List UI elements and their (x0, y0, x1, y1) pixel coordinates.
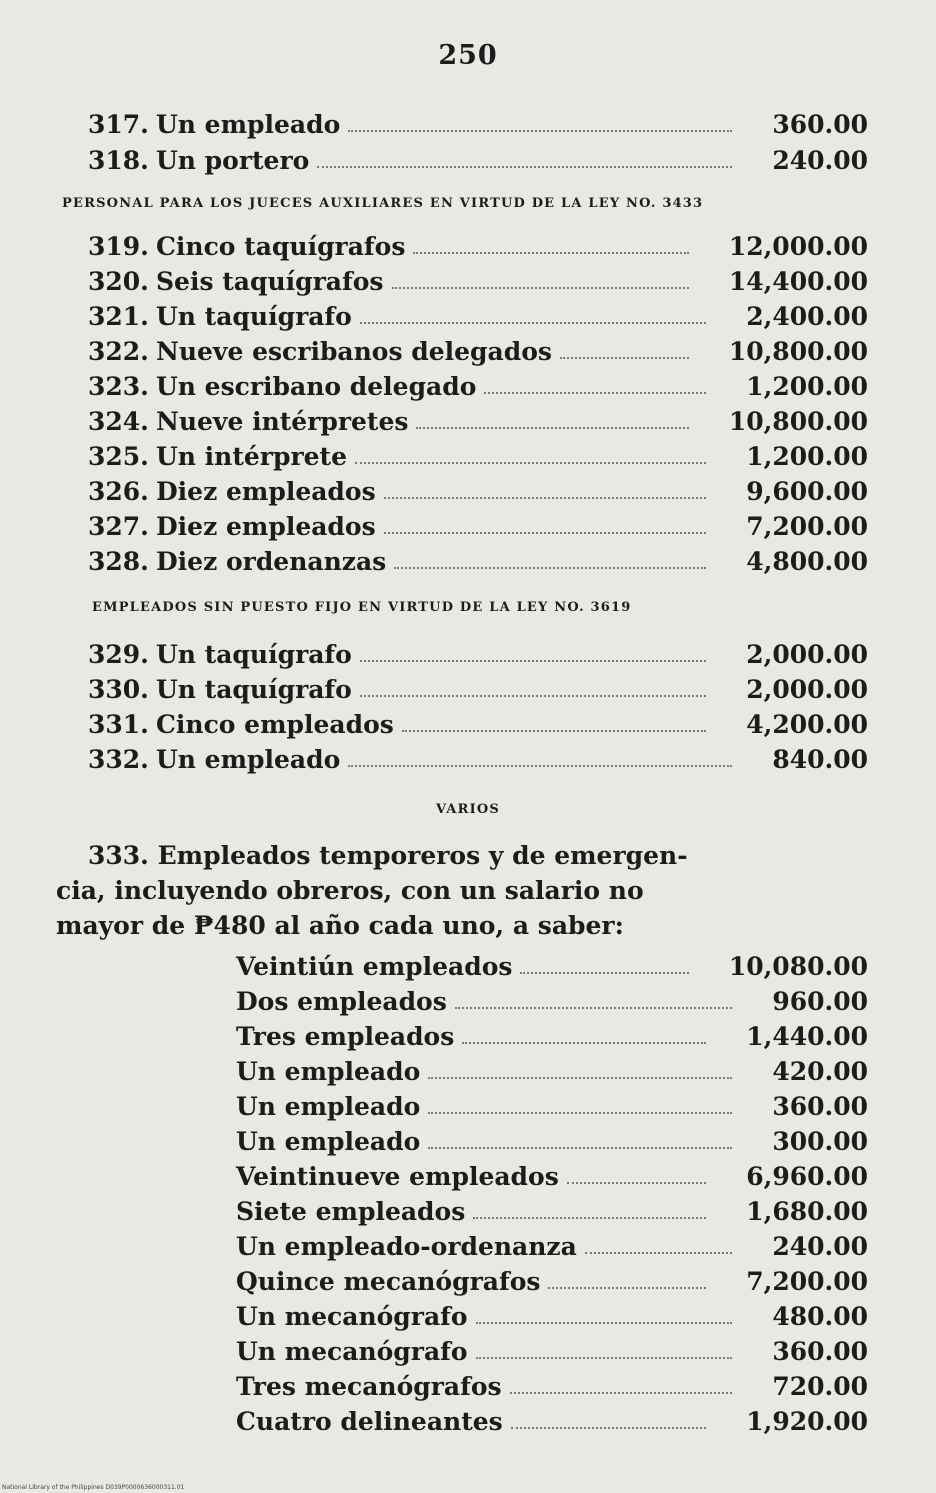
item-amount: 9,600.00 (746, 477, 868, 506)
item-description: Cinco taquígrafos (156, 232, 406, 261)
item-amount: 1,440.00 (746, 1022, 868, 1051)
line-item (88, 638, 868, 672)
item-description: Un taquígrafo (156, 640, 352, 669)
dot-leader (510, 1392, 732, 1394)
page-number: 250 (438, 40, 498, 71)
dot-leader (428, 1112, 732, 1114)
line-item (88, 545, 868, 579)
item-amount: 2,000.00 (746, 640, 868, 669)
line-item (88, 265, 868, 299)
item-description: Seis taquígrafos (156, 267, 384, 296)
item-amount: 1,680.00 (746, 1197, 868, 1226)
dot-leader (348, 130, 732, 132)
dot-leader (355, 462, 706, 464)
item-number: 322. (88, 337, 149, 366)
item-description: Cinco empleados (156, 710, 394, 739)
paragraph-line: 333. Empleados temporeros y de emergen- (88, 841, 688, 870)
dot-leader (360, 695, 706, 697)
line-item (178, 1090, 868, 1124)
item-description: Quince mecanógrafos (236, 1267, 541, 1296)
item-description: Diez empleados (156, 477, 376, 506)
item-description: Un taquígrafo (156, 675, 352, 704)
section-heading-varios: VARIOS (436, 802, 500, 817)
item-description: Un empleado (236, 1057, 421, 1086)
item-amount: 420.00 (772, 1057, 868, 1086)
line-item (88, 743, 868, 777)
dot-leader (455, 1007, 732, 1009)
item-amount: 10,800.00 (728, 337, 868, 366)
line-item (178, 1230, 868, 1264)
item-amount: 240.00 (772, 146, 868, 175)
dot-leader (567, 1182, 706, 1184)
item-amount: 480.00 (772, 1302, 868, 1331)
item-number: 318. (88, 146, 149, 175)
line-item (178, 1195, 868, 1229)
item-description: Un taquígrafo (156, 302, 352, 331)
item-amount: 960.00 (772, 987, 868, 1016)
item-amount: 12,000.00 (728, 232, 868, 261)
line-item (88, 440, 868, 474)
item-number: 327. (88, 512, 149, 541)
section-heading-sin-puesto: EMPLEADOS SIN PUESTO FIJO EN VIRTUD DE LA LEY NO. 3619 (92, 600, 632, 615)
item-number: 319. (88, 232, 149, 261)
item-description: Tres mecanógrafos (236, 1372, 502, 1401)
line-item (178, 1160, 868, 1194)
item-description: Un mecanógrafo (236, 1302, 468, 1331)
item-amount: 14,400.00 (728, 267, 868, 296)
item-description: Un empleado (236, 1127, 421, 1156)
item-number: 325. (88, 442, 149, 471)
item-description: Un mecanógrafo (236, 1337, 468, 1366)
item-amount: 7,200.00 (746, 1267, 868, 1296)
item-number: 321. (88, 302, 149, 331)
dot-leader (360, 322, 706, 324)
item-description: Dos empleados (236, 987, 447, 1016)
line-item (88, 108, 868, 142)
line-item (88, 510, 868, 544)
line-item (178, 1055, 868, 1089)
item-amount: 2,400.00 (746, 302, 868, 331)
item-amount: 300.00 (772, 1127, 868, 1156)
line-item (178, 1405, 868, 1439)
dot-leader (476, 1322, 732, 1324)
dot-leader (462, 1042, 706, 1044)
dot-leader (384, 497, 706, 499)
dot-leader (317, 166, 732, 168)
item-description: Veintinueve empleados (236, 1162, 559, 1191)
item-description: Siete empleados (236, 1197, 466, 1226)
line-item (88, 144, 868, 178)
item-description: Nueve escribanos delegados (156, 337, 552, 366)
line-item (178, 1300, 868, 1334)
item-description: Un escribano delegado (156, 372, 477, 401)
item-description: Tres empleados (236, 1022, 455, 1051)
dot-leader (416, 427, 689, 429)
line-item (88, 405, 868, 439)
item-amount: 7,200.00 (746, 512, 868, 541)
item-amount: 720.00 (772, 1372, 868, 1401)
dot-leader (511, 1427, 706, 1429)
dot-leader (428, 1077, 732, 1079)
item-number: 323. (88, 372, 149, 401)
item-description: Un empleado (236, 1092, 421, 1121)
item-description: Nueve intérpretes (156, 407, 409, 436)
item-amount: 6,960.00 (746, 1162, 868, 1191)
item-amount: 4,200.00 (746, 710, 868, 739)
footer-archive-note: National Library of the Philippines D039P0000636000311.01 (2, 1484, 185, 1491)
dot-leader (476, 1357, 732, 1359)
dot-leader (520, 972, 689, 974)
dot-leader (394, 567, 706, 569)
dot-leader (473, 1217, 706, 1219)
paragraph-line: cia, incluyendo obreros, con un salario no (56, 876, 644, 905)
item-333-paragraph (56, 838, 696, 943)
item-number: 329. (88, 640, 149, 669)
item-amount: 10,800.00 (728, 407, 868, 436)
line-item (178, 1265, 868, 1299)
item-amount: 360.00 (772, 1092, 868, 1121)
line-item (88, 708, 868, 742)
line-item (88, 230, 868, 264)
item-description: Cuatro delineantes (236, 1407, 503, 1436)
dot-leader (548, 1287, 706, 1289)
item-description: Un portero (156, 146, 310, 175)
item-amount: 840.00 (772, 745, 868, 774)
line-item (178, 1020, 868, 1054)
item-amount: 4,800.00 (746, 547, 868, 576)
line-item (178, 1370, 868, 1404)
line-item (178, 1335, 868, 1369)
item-amount: 1,920.00 (746, 1407, 868, 1436)
item-number: 330. (88, 675, 149, 704)
item-number: 326. (88, 477, 149, 506)
item-amount: 360.00 (772, 110, 868, 139)
item-amount: 1,200.00 (746, 442, 868, 471)
item-number: 320. (88, 267, 149, 296)
dot-leader (402, 730, 706, 732)
line-item (88, 300, 868, 334)
item-number: 332. (88, 745, 149, 774)
line-item (178, 950, 868, 984)
item-description: Veintiún empleados (236, 952, 513, 981)
line-item (88, 673, 868, 707)
section-heading-jueces: PERSONAL PARA LOS JUECES AUXILIARES EN VIRTUD DE LA LEY NO. 3433 (62, 196, 704, 211)
dot-leader (360, 660, 706, 662)
dot-leader (348, 765, 732, 767)
item-description: Un empleado (156, 110, 341, 139)
item-description: Diez empleados (156, 512, 376, 541)
item-number: 317. (88, 110, 149, 139)
item-description: Diez ordenanzas (156, 547, 387, 576)
item-amount: 2,000.00 (746, 675, 868, 704)
item-description: Un intérprete (156, 442, 347, 471)
dot-leader (560, 357, 689, 359)
line-item (178, 985, 868, 1019)
dot-leader (484, 392, 706, 394)
dot-leader (585, 1252, 732, 1254)
item-number: 324. (88, 407, 149, 436)
item-number: 328. (88, 547, 149, 576)
item-amount: 1,200.00 (746, 372, 868, 401)
dot-leader (392, 287, 689, 289)
line-item (178, 1125, 868, 1159)
item-amount: 10,080.00 (728, 952, 868, 981)
line-item (88, 370, 868, 404)
item-amount: 240.00 (772, 1232, 868, 1261)
item-number: 331. (88, 710, 149, 739)
item-description: Un empleado-ordenanza (236, 1232, 577, 1261)
item-amount: 360.00 (772, 1337, 868, 1366)
dot-leader (413, 252, 689, 254)
dot-leader (428, 1147, 732, 1149)
item-description: Un empleado (156, 745, 341, 774)
paragraph-line: mayor de ₱480 al año cada uno, a saber: (56, 911, 624, 940)
line-item (88, 475, 868, 509)
dot-leader (384, 532, 706, 534)
line-item (88, 335, 868, 369)
